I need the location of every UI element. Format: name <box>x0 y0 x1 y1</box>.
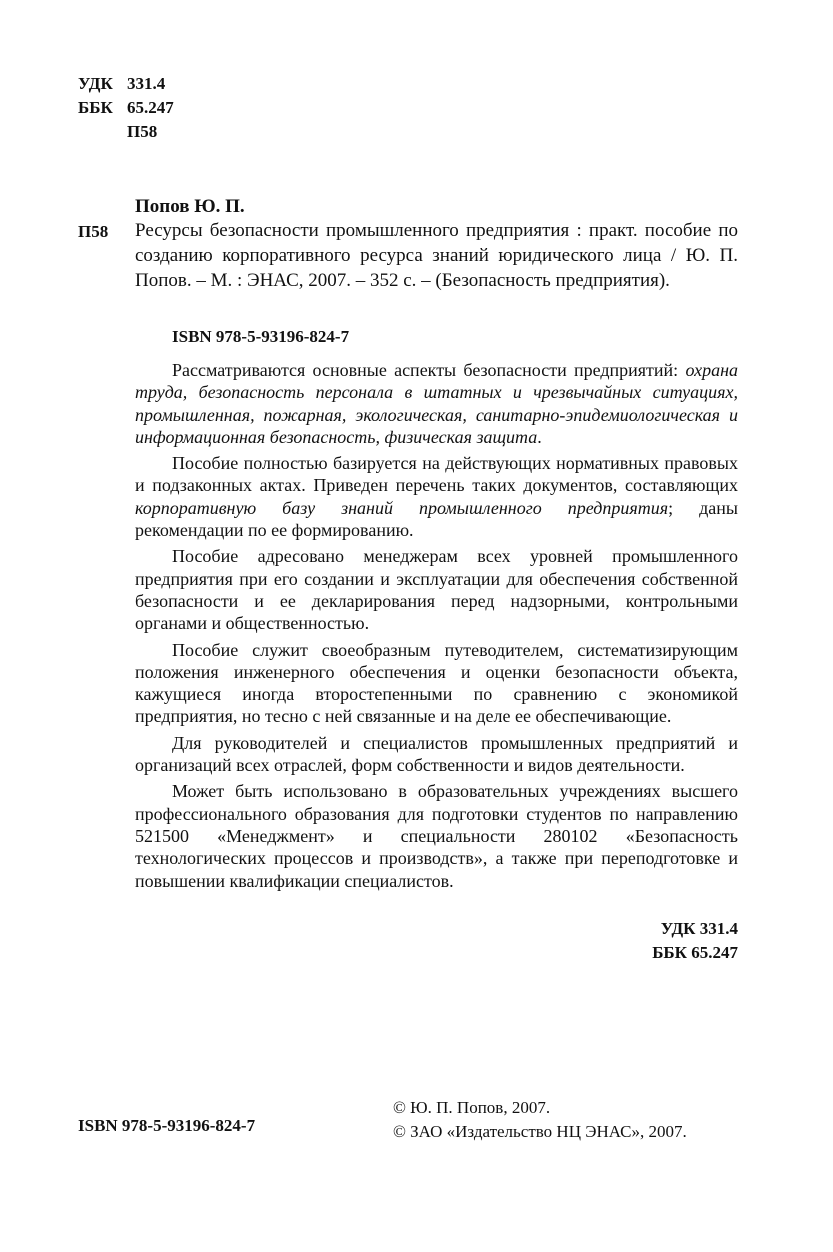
annotation-paragraph-5: Для руководителей и специалистов промышленных предприятий и организаций всех отраслей, форм собственности и видов деятельности. <box>135 732 738 776</box>
bbk-label: ББК <box>78 98 113 117</box>
annotation-paragraph-3: Пособие адресовано менеджерам всех уровней промышленного предприятия при его создании и эксплуатации для обеспечения собственной безопасности и ее декларирования перед надзорными, контрольными органами и общественностью. <box>135 546 738 634</box>
author-mark-row <box>78 120 174 144</box>
udk-right: УДК 331.4 <box>660 919 738 938</box>
annotation-paragraph-6: Может быть использовано в образовательных учреждениях высшего профессионального образования для подготовки студентов по направлению 521500 «Менеджмент» и специальности 280102 «Безопасность технологических процессов и производств», а также при переподготовке и повышении квалификации специалистов. <box>135 781 738 891</box>
bbk-code-row <box>78 96 174 120</box>
classification-codes <box>78 72 174 144</box>
annotation <box>135 359 738 892</box>
isbn-top: ISBN 978-5-93196-824-7 <box>172 327 350 346</box>
udk-value: 331.4 <box>127 74 166 93</box>
author-heading: Попов Ю. П. <box>135 196 245 217</box>
annotation-paragraph-1: Рассматриваются основные аспекты безопасности предприятий: охрана труда, безопасность персонала в штатных и чрезвычайных ситуациях, промышленная, пожарная, экологическая, санитарно-эпидемиологическая и информационная безопасность, физическая защита. <box>135 360 738 447</box>
bbk-value: 65.247 <box>127 98 174 117</box>
bbk-right: ББК 65.247 <box>652 943 738 962</box>
author-mark: П58 <box>127 122 158 141</box>
udk-code-row <box>78 72 174 96</box>
isbn-bottom: ISBN 978-5-93196-824-7 <box>78 1116 256 1135</box>
copyright-author: © Ю. П. Попов, 2007. <box>393 1098 551 1117</box>
annotation-paragraph-4: Пособие служит своеобразным путеводителем, систематизирующим положения инженерного обеспечения и оценки безопасности объекта, кажущиеся иногда второстепенными по сравнению с экономикой предприятия, но тесно с ней связанные и на деле ее обеспечивающие. <box>135 639 738 727</box>
copyright-block <box>393 1096 687 1144</box>
copyright-publisher: © ЗАО «Издательство НЦ ЭНАС», 2007. <box>393 1122 687 1141</box>
udk-label: УДК <box>78 74 113 93</box>
classification-codes-right <box>652 917 738 965</box>
bibliographic-description: Ресурсы безопасности промышленного предприятия : практ. пособие по созданию корпоративного ресурса знаний юридического лица / Ю. П. Попов. – М. : ЭНАС, 2007. – 352 с. – (Безопасность предприятия). <box>135 220 738 291</box>
annotation-paragraph-2: Пособие полностью базируется на действующих нормативных правовых и подзаконных актах. Приведен перечень таких документов, составляющих корпоративную базу знаний промышленного предприятия; даны рекомендации по ее формированию. <box>135 453 739 541</box>
side-author-mark: П58 <box>78 222 109 241</box>
